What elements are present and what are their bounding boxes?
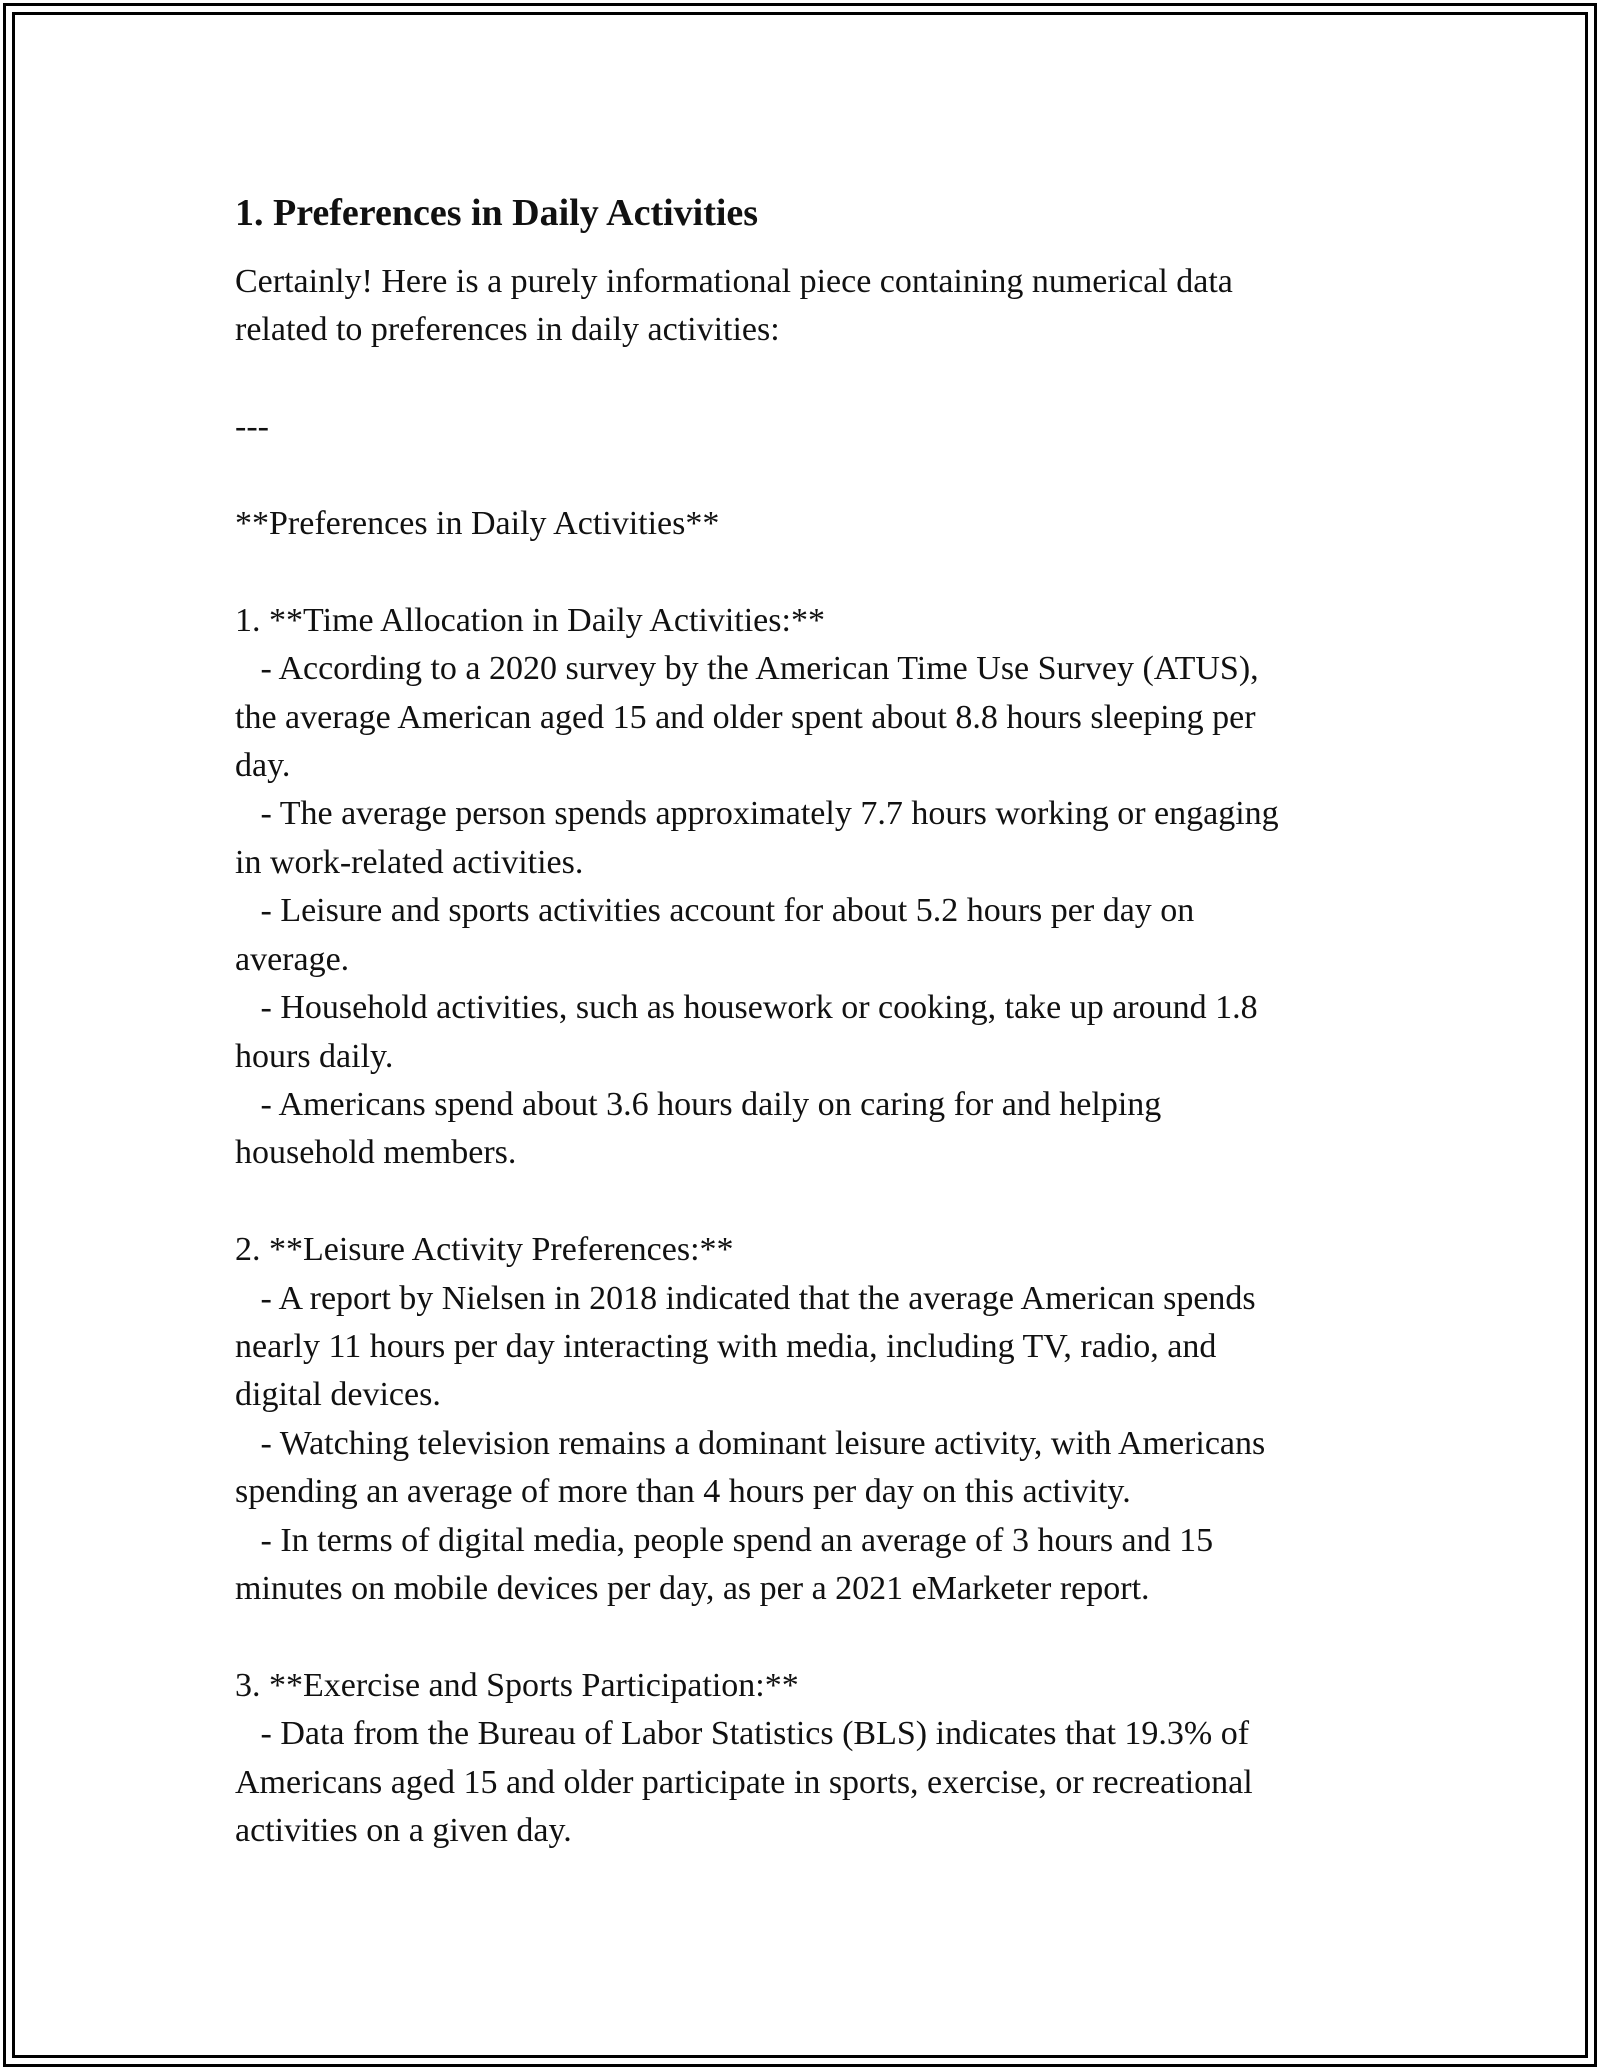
text-line: - In terms of digital media, people spend an average of 3 hours and 15 bbox=[235, 1521, 1214, 1559]
text-line: hours daily. bbox=[235, 1037, 394, 1075]
list-heading-1: 1. **Time Allocation in Daily Activities:** bbox=[235, 601, 825, 639]
text-line: activities on a given day. bbox=[235, 1812, 572, 1849]
text-line: minutes on mobile devices per day, as per a 2021 eMarketer report. bbox=[235, 1569, 1150, 1607]
list-heading-2: 2. **Leisure Activity Preferences:** bbox=[235, 1231, 734, 1269]
text-line bbox=[235, 355, 1375, 403]
subheading-line: **Preferences in Daily Activities** bbox=[235, 505, 720, 543]
document-body bbox=[235, 186, 1375, 1855]
text-line bbox=[235, 1178, 1375, 1226]
text-line: - The average person spends approximately 7.7 hours working or engaging bbox=[235, 795, 1279, 833]
list-heading-3: 3. **Exercise and Sports Participation:** bbox=[235, 1666, 799, 1704]
text-line: - Americans spend about 3.6 hours daily on caring for and helping bbox=[235, 1085, 1162, 1123]
section-heading: 1. Preferences in Daily Activities bbox=[235, 192, 759, 234]
text-line: - Watching television remains a dominant leisure activity, with Americans bbox=[235, 1424, 1266, 1462]
text-line: digital devices. bbox=[235, 1376, 441, 1414]
text-line: the average American aged 15 and older spent about 8.8 hours sleeping per bbox=[235, 698, 1256, 736]
text-line: related to preferences in daily activities: bbox=[235, 311, 780, 349]
horizontal-rule-text: --- bbox=[235, 408, 269, 446]
text-line: Certainly! Here is a purely informational piece containing numerical data bbox=[235, 263, 1233, 300]
text-line: spending an average of more than 4 hours per day on this activity. bbox=[235, 1473, 1131, 1511]
text-line: - Household activities, such as housework or cooking, take up around 1.8 bbox=[235, 989, 1258, 1027]
text-line: - Leisure and sports activities account for about 5.2 hours per day on bbox=[235, 892, 1195, 930]
text-line: - According to a 2020 survey by the American Time Use Survey (ATUS), bbox=[235, 650, 1259, 688]
text-line: day. bbox=[235, 747, 291, 785]
text-line: nearly 11 hours per day interacting with media, including TV, radio, and bbox=[235, 1327, 1217, 1365]
body-text bbox=[235, 258, 1375, 1855]
text-line: household members. bbox=[235, 1134, 517, 1172]
text-line bbox=[235, 452, 1375, 500]
text-line: - A report by Nielsen in 2018 indicated that the average American spends bbox=[235, 1279, 1256, 1317]
text-line: average. bbox=[235, 940, 350, 978]
text-line bbox=[235, 548, 1375, 596]
text-line: - Data from the Bureau of Labor Statistics (BLS) indicates that 19.3% of bbox=[235, 1715, 1250, 1753]
text-line: in work-related activities. bbox=[235, 843, 584, 881]
text-line bbox=[235, 1613, 1375, 1661]
text-line: Americans aged 15 and older participate in sports, exercise, or recreational bbox=[235, 1763, 1253, 1801]
